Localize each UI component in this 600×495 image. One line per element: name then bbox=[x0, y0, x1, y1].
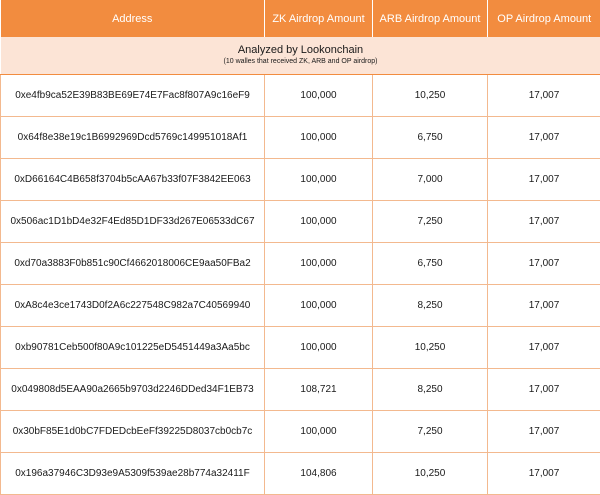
header-op-amount: OP Airdrop Amount bbox=[488, 0, 600, 37]
table-row bbox=[1, 453, 600, 495]
table-row bbox=[1, 75, 600, 117]
arb-amount-cell: 10,250 bbox=[373, 75, 488, 117]
header-address: Address bbox=[1, 0, 265, 37]
header-zk-amount: ZK Airdrop Amount bbox=[265, 0, 373, 37]
arb-amount-cell: 8,250 bbox=[373, 369, 488, 411]
zk-amount-cell: 100,000 bbox=[265, 201, 373, 243]
subheader-note: (10 walles that received ZK, ARB and OP airdrop) bbox=[1, 57, 600, 67]
table-row bbox=[1, 159, 600, 201]
address-cell: 0x30bF85E1d0bC7FDEDcbEeFf39225D8037cb0cb7c bbox=[1, 411, 265, 453]
table-row bbox=[1, 201, 600, 243]
address-cell: 0x196a37946C3D93e9A5309f539ae28b774a32411F bbox=[1, 453, 265, 495]
address-cell: 0xA8c4e3ce1743D0f2A6c227548C982a7C40569940 bbox=[1, 285, 265, 327]
address-cell: 0xD66164C4B658f3704b5cAA67b33f07F3842EE063 bbox=[1, 159, 265, 201]
op-amount-cell: 17,007 bbox=[488, 327, 600, 369]
zk-amount-cell: 100,000 bbox=[265, 327, 373, 369]
zk-amount-cell: 100,000 bbox=[265, 285, 373, 327]
zk-amount-cell: 104,806 bbox=[265, 453, 373, 495]
zk-amount-cell: 100,000 bbox=[265, 117, 373, 159]
table-row bbox=[1, 327, 600, 369]
op-amount-cell: 17,007 bbox=[488, 285, 600, 327]
header-arb-amount: ARB Airdrop Amount bbox=[373, 0, 488, 37]
zk-amount-cell: 100,000 bbox=[265, 159, 373, 201]
arb-amount-cell: 8,250 bbox=[373, 285, 488, 327]
op-amount-cell: 17,007 bbox=[488, 159, 600, 201]
arb-amount-cell: 10,250 bbox=[373, 453, 488, 495]
arb-amount-cell: 7,250 bbox=[373, 411, 488, 453]
zk-amount-cell: 100,000 bbox=[265, 75, 373, 117]
op-amount-cell: 17,007 bbox=[488, 75, 600, 117]
header-row bbox=[1, 0, 600, 37]
address-cell: 0xb90781Ceb500f80A9c101225eD5451449a3Aa5bc bbox=[1, 327, 265, 369]
op-amount-cell: 17,007 bbox=[488, 201, 600, 243]
arb-amount-cell: 6,750 bbox=[373, 243, 488, 285]
table-row bbox=[1, 285, 600, 327]
op-amount-cell: 17,007 bbox=[488, 411, 600, 453]
arb-amount-cell: 7,250 bbox=[373, 201, 488, 243]
arb-amount-cell: 10,250 bbox=[373, 327, 488, 369]
zk-amount-cell: 108,721 bbox=[265, 369, 373, 411]
address-cell: 0x64f8e38e19c1B6992969Dcd5769c149951018Af1 bbox=[1, 117, 265, 159]
zk-amount-cell: 100,000 bbox=[265, 411, 373, 453]
address-cell: 0xd70a3883F0b851c90Cf4662018006CE9aa50FBa2 bbox=[1, 243, 265, 285]
subheader-cell bbox=[1, 37, 600, 75]
subheader-title: Analyzed by Lookonchain bbox=[1, 44, 600, 57]
op-amount-cell: 17,007 bbox=[488, 243, 600, 285]
address-cell: 0xe4fb9ca52E39B83BE69E74E7Fac8f807A9c16eF9 bbox=[1, 75, 265, 117]
op-amount-cell: 17,007 bbox=[488, 453, 600, 495]
arb-amount-cell: 7,000 bbox=[373, 159, 488, 201]
zk-amount-cell: 100,000 bbox=[265, 243, 373, 285]
address-cell: 0x506ac1D1bD4e32F4Ed85D1DF33d267E06533dC67 bbox=[1, 201, 265, 243]
table-row bbox=[1, 369, 600, 411]
subheader-row bbox=[1, 37, 600, 75]
address-cell: 0x049808d5EAA90a2665b9703d2246DDed34F1EB73 bbox=[1, 369, 265, 411]
arb-amount-cell: 6,750 bbox=[373, 117, 488, 159]
op-amount-cell: 17,007 bbox=[488, 117, 600, 159]
table-row bbox=[1, 243, 600, 285]
table-row bbox=[1, 411, 600, 453]
table-row bbox=[1, 117, 600, 159]
op-amount-cell: 17,007 bbox=[488, 369, 600, 411]
